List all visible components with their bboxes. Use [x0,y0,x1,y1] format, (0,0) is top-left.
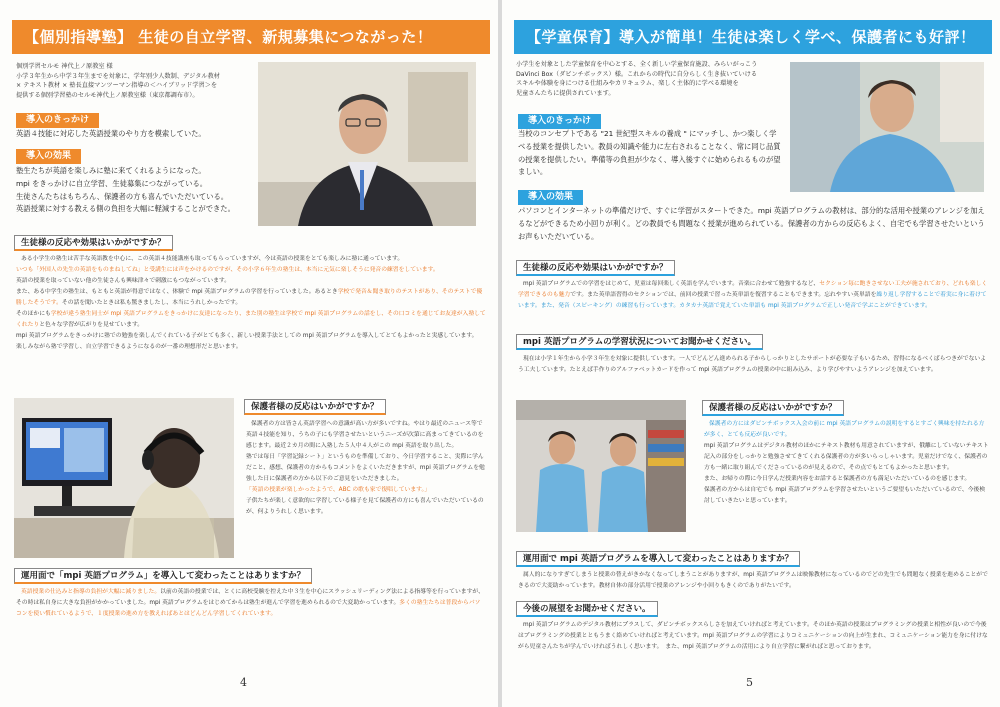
left-a3-body [16,587,486,620]
right-a1-body [518,279,990,312]
left-q2-heading: 保護者様の反応はいかがですか？ [244,399,386,415]
left-a2-quote: 「英語の授業が楽しかったようで、ABC の歌も家で復唱しています。」 [246,487,431,493]
left-banner: 【個別指導塾】 生徒の自立学習、新規募集につながった！ [12,20,490,54]
right-q3-heading: 保護者様の反応はいかがですか？ [702,400,844,416]
left-a3-highlight2: 多くの塾生たちは普段からパソコンを使い慣れているようで、１度授業の進め方を教えればあとはどんどん学習してくれています。 [16,600,481,617]
left-a1-p1: ある小学生の塾生は苦手な英語教を中心に、この英語４技能講座も取ってもらっていますが、今は英語の授業をとても楽しみに塾に通っています。 [21,256,404,262]
left-a1-p2: 英語の授業を取っていない他の生徒さんも興味津々で刺激にもつながっています。 [16,278,231,284]
left-a1-highlight2: 学校で発音＆聞き取りのテストがあり、そのテストで優勝したそうです。 [16,289,483,306]
left-a1-p8: 楽しみながら塾で学習し、自立学習できるようになるのが一番の理想形だと思います。 [16,344,242,350]
right-a3-highlight1: 保護者の方にはダビンチボックス入会の前に mpi 英語プログラムの説明をするとすごく興味を持たれる方が多く、とても反応が良いです。 [704,421,985,438]
right-banner: 【学童保育】導入が簡単！生徒は楽しく学べ、保護者にも好評！ [514,20,992,54]
left-q1-heading: 生徒様の反応や効果はいかがですか？ [14,235,173,251]
left-kikkake-text: 英語４技能に対応した英語授業のやり方を模索していた。 [16,129,206,138]
page-right [502,0,1000,707]
left-a1-p5: そのほかにも [16,311,51,317]
two-staff-photo [516,400,686,532]
right-a4-body: 属人的になりすぎてしまうと授業の替えがきかなくなってしまうことがありますが、mpi 英語プログラムは映像教材になっているのでどの先生でも問題なく授業を進めることができるので大変助かっています。教材自体の部分活用で授業のアレンジや小回りもきくのでありがたいです。 [518,572,988,589]
left-kouka-label: 導入の効果 [16,149,81,164]
right-kikkake-label: 導入のきっかけ [518,114,601,129]
left-a1-p7: mpi 英語プログラムをきっかけに塾での勉強を楽しんでくれている子がとても多く、新しい授業手法としての mpi 英語プログラムを導入してとてもよかったと実感しています。 [16,333,478,339]
left-a2-body [246,419,486,518]
left-a2-p3: 子供たちが楽しく意欲的に学習している様子を見て保護者の方にも喜んでいただいているのが、何よりうれしく思います。 [246,498,484,515]
left-a1-p4: その話を聞いたときは私も驚きましたし、本当にうれしかったです。 [61,300,242,306]
left-kouka-text: 塾生たちが英語を楽しみに塾に来てくれるようになった。 mpi をきっかけに自立学習、生徒募集につながっている。 生徒さんたちはもちろん、保護者の方も喜んでいただいている。 英語授業に対する教える側の負担を大幅に軽減することができた。 [16,166,235,214]
right-a1-p1: mpi 英語プログラムでの学習をはじめて、児童は毎回楽しく英語を学んでいます。音楽に合わせて勉強するなど、 [523,281,820,287]
right-intro: 小学生を対象とした学童保育を中心とする、全く新しい学童保育施設、みらいがっこう DaVinci Box（ダビンチボックス）様。これからの時代に自分らしく生き抜いていける スキルや体験を身につける仕組みやカリキュラム、楽しく主体的に学べる環境を 児童さんたちに提供されています。 [516,61,758,97]
right-kouka-text: パソコンとインターネットの準備だけで、すぐに学習がスタートできた。mpi 英語プログラムの教材は、部分的な活用や授業のアレンジを加えるなどができるため小回りが利く。どの教員でも問題なく授業が進められている。保護者の方からの反応もよく、自宅でも学習させたいというお声もいただいている。 [518,206,985,241]
left-q3-heading: 運用面で「mpi 英語プログラム」を導入して変わったことはありますか？ [14,568,312,584]
left-a3-p1: 以前の英語の授業では、とくに高校受験を控えた中３生を中心にスラッシュリーディング法による指導等を行っていますが、その時は私自身に大きな負担がかかっていました。mpi 英語プログラムをはじめてからは塾生が進んで学習を進められるので大変助かっています。 [16,589,484,606]
left-a2-p1: 保護者の方は皆さん英語学習への意識が高い方が多いですね。やはり最近のニュース等で英語４技能を知り、うちの子にも学習させたいというニーズが次第に高まってきているのを感じます。最近２カ月の間に入塾した５人中４人がこの mpi 英語を取り出した。 [246,421,484,449]
right-a3-p2: また、お帰りの際に今日学んだ授業内容をお話すると保護者の方も満足いただいているのを感じます。 [704,476,971,482]
staff-photo [790,62,984,192]
left-a1-p3: また、ある中学生の塾生は、もともと英語が得意ではなく、体験で mpi 英語プログラムの学習を行っていました。あるとき [16,289,338,295]
left-a1-highlight1: いつも「外国人の先生の英語をものまねしてね」と受講生には声をかけるのですが、その小学６年生の塾生は、本当に元気に楽しそうに発音の練習をしています。 [16,267,439,273]
teacher-photo [258,62,476,226]
student-photo [14,398,234,558]
right-a5-body: mpi 英語プログラムのデジタル教材にプラスして、ダビンチボックスらしさを加えていければと考えています。そのほか英語の授業はプログラミングの授業と相性が良いので今後はプログラミングの授業とともうまく絡めていければと考えています。mpi 英語プログラムの学習によりコミュニケーションの向上が生まれ、コミュニケーション能力を身に付けながら児童さんたちが学んでいければうれしく思います。 また、mpi 英語プログラムの活用により自立学習に繋がればと思っております。 [518,622,988,650]
right-a3-p1: mpi 英語プログラムはデジタル教材のほかにテキスト教材も用意されていますが、俄離にしていないテキスト記入の部分をしっかりと勉強させてきてくれる保護者の方が多いらっしゃいます。児童だけでなく、保護者の方も一緒に取り組んでくださっているのが見えるので、その点でもとてもよかったと思います。 [704,443,989,471]
right-a3-p3: 保護者の方からは自宅でも mpi 英語プログラムを学習させたいというご要望もいただいているので、今後検討していきたいと思っています。 [704,487,986,504]
left-a1-highlight3: 学校が違う塾生同士が mpi 英語プログラムをきっかけに友達になったり、また別の塾生は学校で mpi 英語プログラムの話をし、その口コミを通じてお友達が入塾してくれたり [16,311,486,328]
left-intro: 個別学習セルモ 神代上ノ原教室 様 小学３年生から中学３年生までを対象に、学年別少人数制、デジタル教材 × テキスト教材 × 塾長直接マンツーマン指導の＜ハイブリッド学習＞を 提供する個別学習塾のセルモ神代上ノ原教室様（東京都調布市）。 [16,63,220,99]
right-q4-heading: 運用面で mpi 英語プログラムを導入して変わったことはありますか？ [516,551,800,567]
left-a3-highlight1: 英語授業の仕込みと指導の負担が大幅に減りました。 [21,589,161,595]
right-kikkake-text: 当校のコンセプトである "21 世紀型スキルの養成 " にマッチし、かつ楽しく学べる授業を提供したい。教員の知識や能力に左右されることなく、常に同じ品質の授業を提供したい。準備等の負担が少なく、導入後すぐに始められるものが望ましい。 [518,129,781,177]
right-page-number: 5 [746,676,753,689]
left-a2-p2: 塾では毎日「学習記録シート」というものを準備しており、今日学習すること、実際に学んだこと、感想、保護者の方からもコメントをよくいただきますが、mpi 英語プログラムを勉強した日に保護者の方から以下のご意見をいただきました。 [246,454,485,482]
left-page-number: 4 [240,676,247,689]
right-q5-heading: 今後の展望をお聞かせください。 [516,601,658,617]
right-q2-heading: mpi 英語プログラムの学習状況についてお聞かせください。 [516,334,763,350]
right-a3-body [704,419,990,507]
right-q1-heading: 生徒様の反応や効果はいかがですか？ [516,260,675,276]
left-a1-p6: と色々な学習が広がりを見せています。 [39,322,144,328]
right-a2-body: 現在は小学１年生から小学３年生を対象に提供しています。一人でどんどん進められる子からしっかりとしたサポートが必要な子もいるため、習得になるべくばらつきがでないよう工夫しています。たとえば手作りのアルファベットカードを作って mpi 英語プログラムの授業の中に組み込み、より学びやすいようアレンジを加えています。 [518,356,986,373]
left-kikkake-label: 導入のきっかけ [16,113,99,128]
page-left [0,0,498,707]
left-a1-body [16,254,486,353]
right-kouka-label: 導入の効果 [518,190,583,205]
right-a1-highlight2: 繰り返し学習することで着実に身に着けています。また、発音（スピーキング）の練習も行っています。カタカナ英語で覚えていた単語も mpi 英語プログラムで正しい発音で学ぶことができています。 [518,292,987,309]
right-a1-p2: です。また英単語習得のセクションでは、前回の授業で習った英単語を復習することもできます。忘れやすい英単語を [570,292,877,298]
right-a1-highlight1: セクション毎に飽きさせない工夫が施されており、どれも楽しく学習できるのも魅力 [518,281,988,298]
